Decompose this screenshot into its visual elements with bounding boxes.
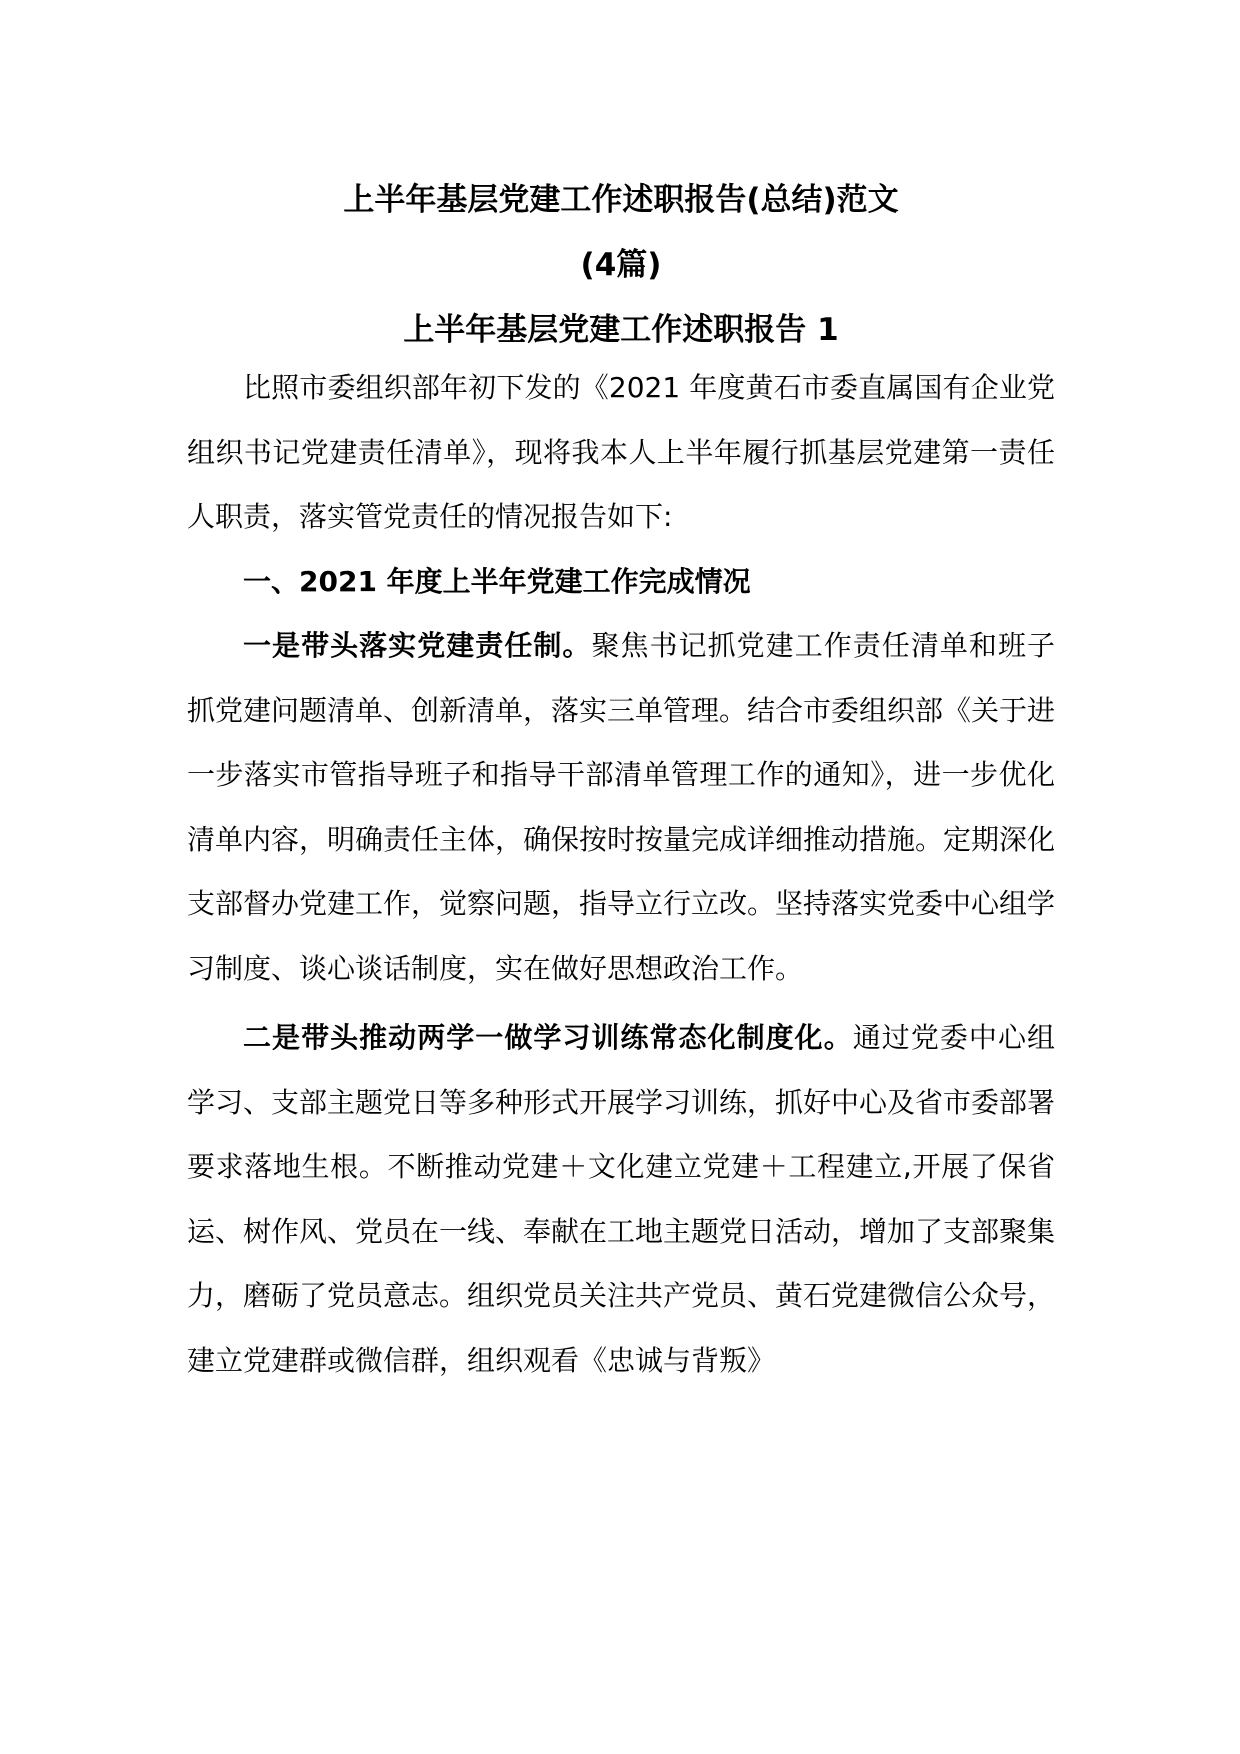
paragraph-1-body: 聚焦书记抓党建工作责任清单和班子抓党建问题清单、创新清单，落实三单管理。结合市委组织部《关于进一步落实市管指导班子和指导干部清单管理工作的通知》，进一步优化清单内容，明确责任主体，确保按时按量完成详细推动措施。定期深化支部督办党建工作，觉察问题，指导立行立改。坚持落实党委中心组学习制度、谈心谈话制度，实在做好思想政治工作。 bbox=[187, 629, 1056, 985]
paragraph-1 bbox=[187, 614, 1055, 1001]
document-title-count: (4篇) bbox=[580, 247, 662, 283]
paragraph-2-body: 通过党委中心组学习、支部主题党日等多种形式开展学习训练，抓好中心及省市委部署要求落地生根。不断推动党建＋文化建立党建＋工程建立,开展了保省运、树作风、党员在一线、奉献在工地主题党日活动，增加了支部聚集力，磨砺了党员意志。组织党员关注共产党员、黄石党建微信公众号，建立党建群或微信群，组织观看《忠诚与背叛》 bbox=[187, 1021, 1056, 1377]
paragraph-2 bbox=[187, 1006, 1055, 1393]
intro-paragraph: 比照市委组织部年初下发的《2021 年度黄石市委直属国有企业党组织书记党建责任清单》，现将我本人上半年履行抓基层党建第一责任人职责，落实管党责任的情况报告如下: bbox=[187, 371, 1055, 533]
paragraph-1-lead: 一是带头落实党建责任制。 bbox=[243, 629, 592, 662]
report-subtitle: 上半年基层党建工作述职报告 1 bbox=[403, 312, 839, 348]
paragraph-2-lead: 二是带头推动两学一做学习训练常态化制度化。 bbox=[243, 1021, 853, 1054]
document-title: 上半年基层党建工作述职报告(总结)范文 bbox=[343, 182, 899, 218]
section-heading: 一、2021 年度上半年党建工作完成情况 bbox=[243, 564, 751, 598]
